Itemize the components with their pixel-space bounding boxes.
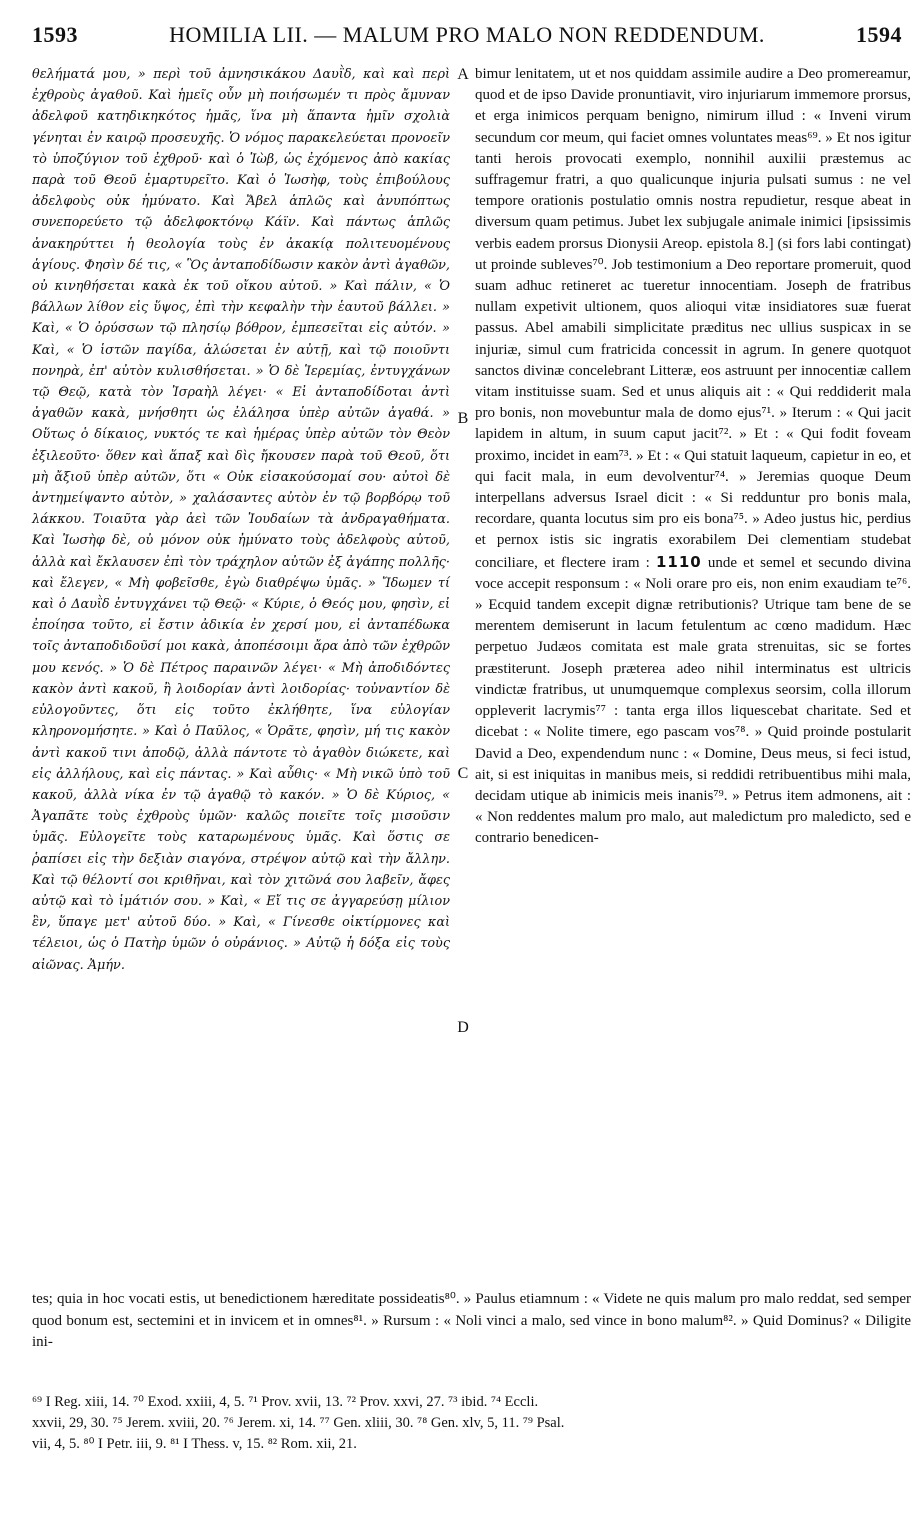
margin-letter-b: B	[457, 410, 469, 427]
column-number: 1110	[656, 552, 702, 571]
greek-text: θελήματά μου, » περὶ τοῦ ἀμνησικάκου Δαυῒδ, καὶ καὶ περὶ ἐχθροὺς ἀγαθοῦ. Καὶ ἡμεῖς οὖν μὴ ποιήσωμέν τι πρὸς ἄμυναν ἀδελφοῦ κατηδικηκότος ἡμᾶς, ἵνα μὴ ἅπαντα ἡμῖν σχολιὰ γένηται ἐν καιρῷ προσευχῆς. Ὁ νόμος παρακελεύεται προνοεῖν τὸ ὑποζύγιον τοῦ ἐχθροῦ· καὶ ὁ Ἰὼβ, ὡς ἐχόμενος ἀπὸ κακίας παρὰ τοῦ Θεοῦ ἐμαρτυρεῖτο. Καὶ ὁ Ἰωσὴφ, τοὺς ἐπιβούλους ἀδελφοὺς οὐκ ἠμύνατο. Καὶ Ἄβελ ἁπλῶς καὶ ἀνυπόπτως συνεπορεύετο τῷ ἀδελφοκτόνῳ Κάϊν. Καὶ πάντως ἁπλῶς ἀνακηρύττει ἡ θεολογία τοὺς ἐν ἀκακίᾳ πολιτευομένους ἁγίους. Φησὶν δέ τις, « Ὃς ἀνταποδίδωσιν κακὸν ἀντὶ ἀγαθῶν, οὐ κινηθήσεται κακὰ ἐκ τοῦ οἴκου αὐτοῦ. » Καὶ πάλιν, « Ὁ βάλλων λίθον εἰς ὕψος, ἐπὶ τὴν κεφαλὴν τὴν ἑαυτοῦ βάλλει. » Καὶ, « Ὁ ὀρύσσων τῷ πλησίῳ βόθρον, ἐμπεσεῖται εἰς αὐτόν. » Καὶ, « Ὁ ἱστῶν παγίδα, ἁλώσεται ἐν αὐτῇ, καὶ τῷ ποιοῦντι πονηρὰ, ἐπ' αὐτὸν κυλισθήσεται. » Ὁ δὲ Ἱερεμίας, ἐντυγχάνων τῷ Θεῷ, κατὰ τὸν Ἰσραὴλ λέγει· « Εἰ ἀνταποδίδοται ἀντὶ ἀγαθῶν κακὰ, μνήσθητι ὡς ἐλάλησα ὑπὲρ αὐτῶν ἀγαθά. » Οὕτως ὁ δίκαιος, νυκτός τε καὶ ἡμέρας ὑπὲρ αὐτῶν τὸν Θεὸν ἐξιλεοῦτο· ὅθεν καὶ ἅπαξ καὶ δὶς ἤκουσεν παρὰ τοῦ Θεοῦ, ὅτι μὴ ἄξιοῦ ὑπὲρ αὐτῶν, ὅτι « Οὐκ εἰσακούσομαί σου· αὐτοὶ δὲ ἀντημείψαντο αὐτὸν, » χαλάσαντες αὐτὸν ἐν τῷ βορβόρῳ τοῦ λάκκου. Τοιαῦτα γὰρ ἀεὶ τῶν Ἰουδαίων τὰ ἀνδραγαθήματα. Καὶ Ἰωσὴφ δὲ, οὐ μόνον οὐκ ἠμύνατο τοὺς ἀδελφοὺς αὐτοῦ, ἀλλὰ καὶ ἔκλαυσεν ἐπὶ τὸν τράχηλον αὐτῶν ἐξ ἀγάπης πολλῆς· καὶ ἔλεγεν, « Μὴ φοβεῖσθε, ἐγὼ διαθρέψω ὑμᾶς. » Ἴδωμεν τί καὶ ὁ Δαυῒδ ἐντυγχάνει τῷ Θεῷ· « Κύριε, ὁ Θεός μου, φησὶν, εἰ ἐποίησα τοῦτο, εἰ ἔστιν ἀδικία ἐν χερσί μου, εἰ ἀνταπέδωκα τοῖς ἀνταποδιδοῦσί μοι κακὰ, ἀποπέσοιμι ἄρα ἀπὸ τῶν ἐχθρῶν μου κενός. » Ὁ δὲ Πέτρος παραινῶν λέγει· « Μὴ ἀποδιδόντες κακὸν ἀντὶ κακοῦ, ἢ λοιδορίαν ἀντὶ λοιδορίας· τοὐναντίον δὲ εὐλογοῦντες, ὅτι εἰς τοῦτο ἐκλήθητε, ἵνα εὐλογίαν κληρονομήσητε. » Καὶ ὁ Παῦλος, « Ὁρᾶτε, φησὶν, μή τις κακὸν ἀντὶ κακοῦ τινι ἀποδῷ, ἀλλὰ πάντοτε τὸ ἀγαθὸν διώκετε, καὶ εἰς ἀλλήλους, καὶ εἰς πάντας. » Καὶ αὖθις· « Μὴ νικῶ ὑπὸ τοῦ κακοῦ, ἀλλὰ νίκα ἐν τῷ ἀγαθῷ τὸ κακόν. » Ὁ δὲ Κύριος, « Ἀγαπᾶτε τοὺς ἐχθροὺς ὑμῶν· καλῶς ποιεῖτε τοῖς μισοῦσιν ὑμᾶς. Εὐλογεῖτε τοὺς καταρωμένους ὑμᾶς. Καὶ ὅστις σε ῥαπίσει εἰς τὴν δεξιὰν σιαγόνα, στρέψον αὐτῷ καὶ τὴν ἄλλην. Καὶ τῷ θέλοντί σοι κριθῆναι, καὶ τὸν χιτῶνά σου λαβεῖν, ἄφες αὐτῷ καὶ τὸ ἱμάτιόν σου. » Καὶ, « Εἴ τις σε ἀγγαρεύσῃ μίλιον ἓν, ὕπαγε μετ' αὐτοῦ δύο. » Καὶ, « Γίνεσθε οἰκτίρμονες καὶ τέλειοι, ὡς ὁ Πατὴρ ὑμῶν ὁ οὐράνιος. » Αὐτῷ ἡ δόξα εἰς τοὺς αἰῶνας. Ἀμήν.	[32, 67, 450, 973]
page-number-right: 1594	[856, 22, 902, 47]
full-width-text: tes; quia in hoc vocati estis, ut benedictionem hæreditate possideatis⁸⁰. » Paulus etiamnum : « Videte ne quis malum pro malo reddat, sed semper quod bonum est, sectemini et in invicem et in omnes⁸¹. » Rursum : « Noli vinci a malo, sed vince in bono malum⁸². » Quid Dominus? « Diligite ini-	[32, 1291, 911, 1350]
running-header	[32, 22, 902, 56]
margin-letter-d: D	[457, 1019, 469, 1036]
margin-letter-c: C	[457, 765, 469, 782]
footnote-line: ⁶⁹ I Reg. xiii, 14. ⁷⁰ Exod. xxiii, 4, 5. ⁷¹ Prov. xvii, 13. ⁷² Prov. xxvi, 27. ⁷³ ibid. ⁷⁴ Eccli.	[32, 1394, 539, 1410]
latin-text-part-1: bimur lenitatem, ut et nos quiddam assimile audire a Deo promereamur, quod et de ipso Davide pronuntiavit, viro injuriarum immemore prorsus, et erga inimicos perquam benigno, nimirum illud : « Inveni virum secundum cor meum, qui faciet omnes voluntates meas⁶⁹. » Et nos igitur tanti herois provocati exemplo, nonnihil auxilii præstemus ac suffragemur fratri, a quo qualicunque injuria pulsati sumus : ne vel tempore orationis postulatio omnis nostra repudietur, resque abeat in diversum quam petimus. Jubet lex subjugale animale inimici [ipsissimis verbis eadem prorsus Dionysii Areop. epistola 8.] (si fors labi contingat) ut proinde subleves⁷⁰. Job testimonium a Deo reportare promeruit, quod suam adhuc retineret ac tueretur innocentiam. Joseph de fratribus nullam expetivit ultionem, quos alioqui vitæ insidiatores suæ fuerat passus. Abel amabili simplicitate præditus nec ullius suspicax in se injuriæ, simul cum fratricida concessit in agrum. In genere quotquot sanctos divinæ concelebrant Litteræ, eos astruunt per innocentiæ callem vitam instituisse suam. Sed et unus aliquis ait : « Qui reddiderit mala pro bonis, non movebuntur mala de domo ejus⁷¹. » Iterum : « Qui jacit lapidem in altum, in suum caput jacit⁷². » Et : « Qui fodit foveam proximo, incidet in eam⁷³. » Et : « Qui statuit laqueum, capietur in eo, et qui facit mala, in eum devolventur⁷⁴. » Jeremias quoque Deum interpellans adversus Israel dicit : « Si redduntur pro bonis mala, recordare, quanta locutus sim pro eis bona⁷⁵. » Adeo justus hic, perdius et pernox istis sic ingratis exorabilem Dei clementiam studebat conciliare, et flectere iram :	[475, 66, 911, 571]
full-width-continuation	[32, 1289, 911, 1354]
page-number-left: 1593	[32, 22, 78, 47]
greek-column	[32, 64, 450, 976]
latin-text-part-2: unde et semel et secundo divina voce accepit responsum : « Noli orare pro eis, non enim exaudiam te⁷⁶. » Ecquid tandem excepit dignæ retributionis? Utrique tam bene de se merentem demiserunt in lacum fetulentum ac cœno madidum. Hæc perpetuo Judæos comitata est male grata strenuitas, sic se fortes præstiterunt. Joseph præterea adeo nihil interminatus est ultricis vindictæ fratribus, ut unumquemque complexus seorsim, colla illorum oppleverit lacrymis⁷⁷ : tanta erga illos liquescebat charitate. Sed et dicebat : « Nolite timere, ego pascam vos⁷⁸. » Quid proinde postularit David a Deo, expendendum nunc : « Domine, Deus meus, si feci istud, ait, si est iniquitas in manibus meis, si reddidi retribuentibus mihi mala, decidam utique ab inimicis meis inanis⁷⁹. » Petrus item admonens, ait : « Non reddentes malum pro malo, aut maledictum pro maledicto, sed e contrario benedicen-	[475, 554, 911, 847]
margin-letter-a: A	[457, 66, 469, 83]
page-title: HOMILIA LII. — MALUM PRO MALO NON REDDENDUM.	[169, 22, 765, 47]
latin-text	[475, 64, 911, 850]
footnote-line: xxvii, 29, 30. ⁷⁵ Jerem. xviii, 20. ⁷⁶ Jerem. xi, 14. ⁷⁷ Gen. xliii, 30. ⁷⁸ Gen. xlv, 5, 11. ⁷⁹ Psal.	[32, 1415, 565, 1431]
footnote-line: vii, 4, 5. ⁸⁰ I Petr. iii, 9. ⁸¹ I Thess. v, 15. ⁸² Rom. xii, 21.	[32, 1436, 357, 1452]
latin-column	[475, 64, 911, 850]
footnotes	[32, 1392, 911, 1455]
